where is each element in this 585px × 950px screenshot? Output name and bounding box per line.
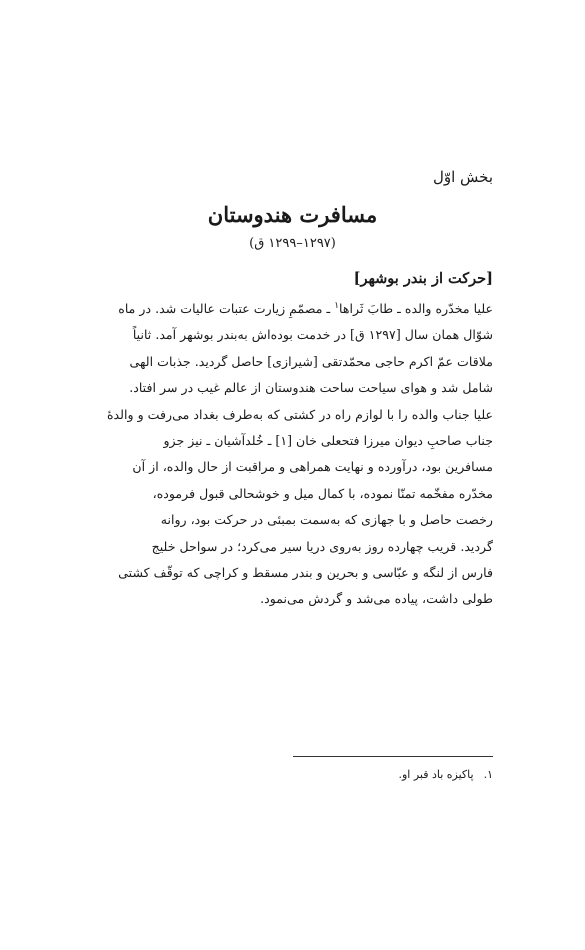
body-paragraph [91, 296, 493, 613]
body-line: ملاقات عمّ اکرم حاجی محمّدتقی [شیرازی] حاصل گردید. جذبات الهی [129, 353, 493, 369]
body-line: شامل شد و هوای سیاحت ساحت هندوستان از عالم غیب در سر افتاد. [129, 380, 493, 396]
footnote-divider [293, 756, 493, 757]
body-line: شوّال همان سال [۱۲۹۷ ق] در خدمت بوده‌اش به‌بندر بوشهر آمد. ثانیاً [132, 327, 493, 343]
body-line: علیا جناب والده را با لوازم راه در کشتی که به‌طرف بغداد می‌رفت و والدهٔ [106, 406, 493, 422]
section-title: [حرکت از بندر بوشهر] [353, 270, 493, 287]
body-line-1 [91, 296, 493, 322]
body-line-1-end: ـ مصمّمِ زیارت عتبات عالیات شد. در ماه [118, 301, 335, 316]
footnote-number: ۱. [483, 768, 493, 781]
footnote-reference[interactable]: ۱ [334, 300, 340, 311]
body-line: جناب صاحبِ دیوان میرزا فتحعلی خان [۱] ـ خُلدآشیان ـ نیز جزو [163, 433, 493, 449]
body-line-last: طولی داشت، پیاده می‌شد و گردش می‌نمود. [260, 591, 493, 607]
body-line-1-start: علیا مخدّره والده ـ طابَ ثَراها [339, 301, 493, 316]
body-line: فارس از لنگه و عبّاسی و بحرین و بندر مسقط و کراچی که توقّف کشتی [118, 565, 493, 581]
body-line: مسافرین بود، درآورده و نهایت همراهی و مراقبت از حال والده، از آن [132, 459, 493, 475]
body-line: گردید. قریب چهارده روز به‌روی دریا سیر می‌کرد؛ در سواحل خلیج [151, 538, 493, 554]
chapter-years: (۱۲۹۷–۱۲۹۹ ق) [249, 236, 336, 251]
part-label: بخش اوّل [432, 168, 493, 186]
body-line: رخصت حاصل و با جهازی که به‌سمت بمبئی در حرکت بود، روانه [160, 512, 493, 528]
footnote-text: پاکیزه باد قبر او. [398, 768, 474, 781]
chapter-title: مسافرت هندوستان [207, 202, 378, 227]
footnote [91, 768, 493, 781]
body-line: مخدّره مفخّمه تمنّا نموده، با کمال میل و خوشحالی قبول فرموده، [152, 485, 493, 501]
